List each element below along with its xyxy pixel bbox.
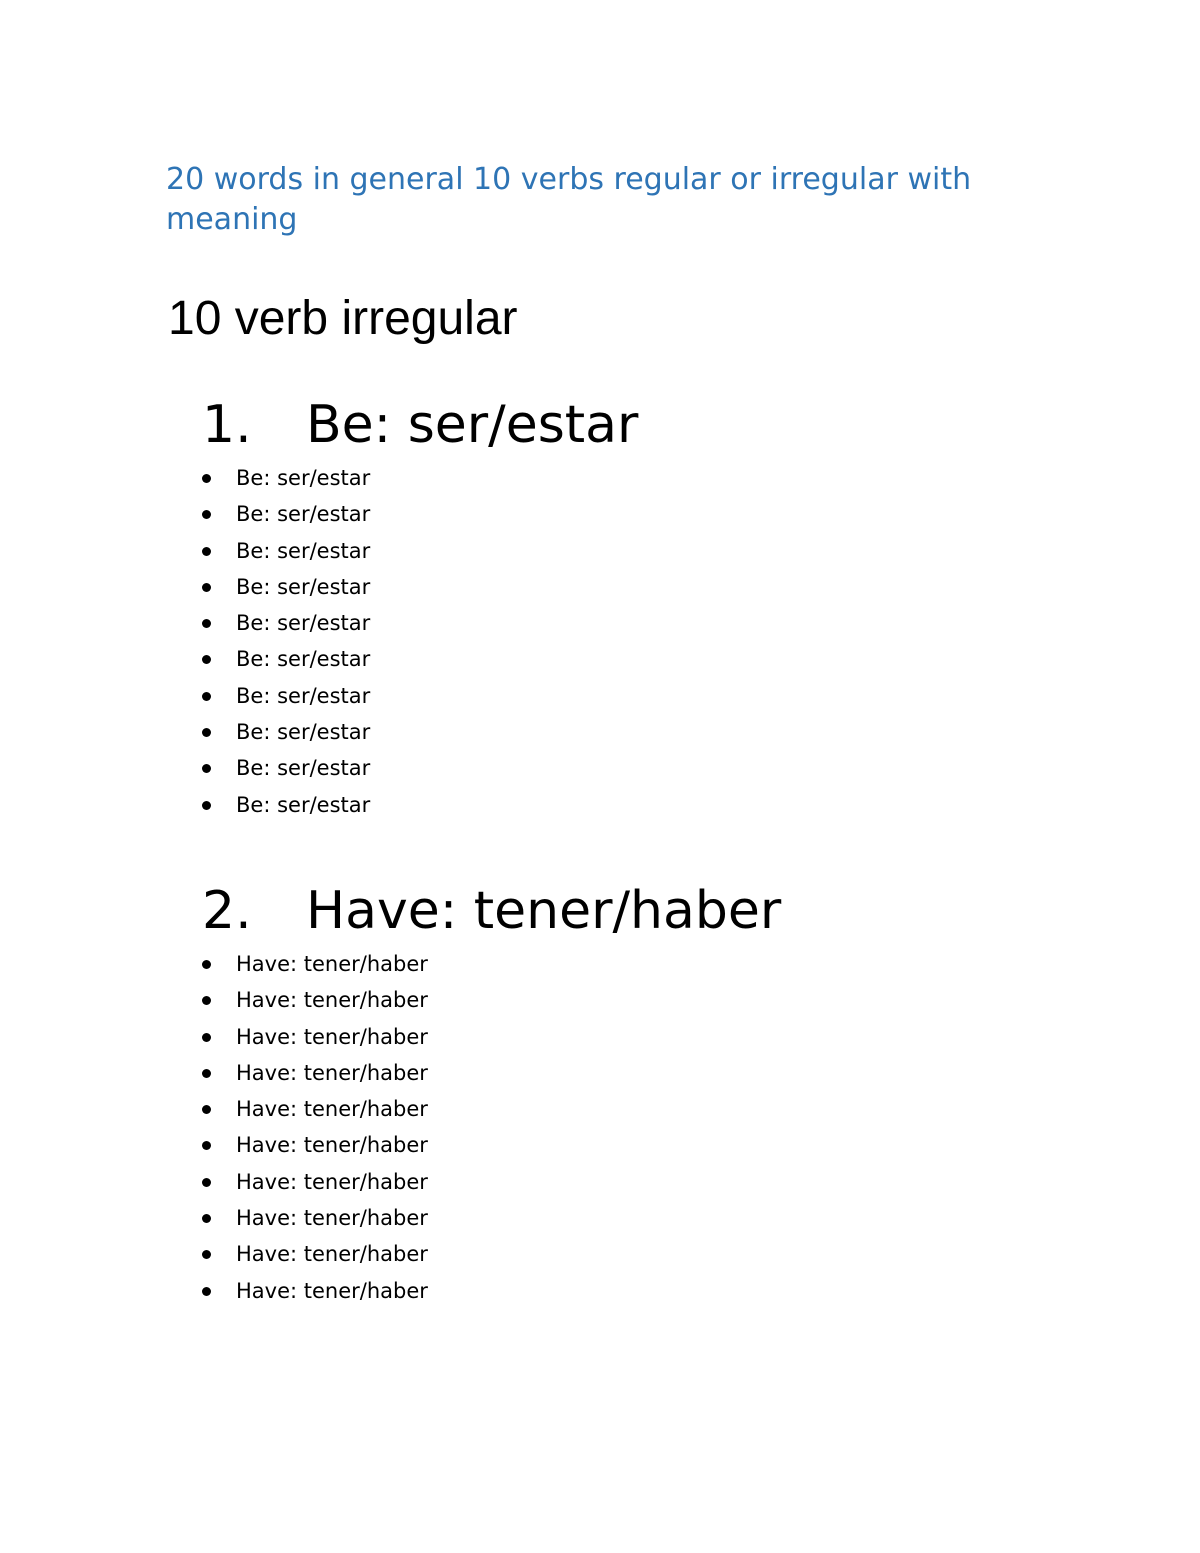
bullet-icon	[202, 764, 211, 773]
verb-list	[168, 946, 1068, 1309]
list-item	[168, 1164, 1068, 1200]
verb-number: 2.	[202, 881, 252, 941]
list-item	[168, 1055, 1068, 1091]
list-item-text: Have: tener/haber	[236, 1097, 428, 1122]
list-item	[168, 605, 1068, 641]
list-item-text: Be: ser/estar	[236, 502, 371, 527]
list-item-text: Be: ser/estar	[236, 720, 371, 745]
list-item	[168, 750, 1068, 786]
bullet-icon	[202, 801, 211, 810]
bullet-icon	[202, 583, 211, 592]
list-item-text: Have: tener/haber	[236, 1278, 428, 1303]
bullet-icon	[202, 510, 211, 519]
list-item-text: Be: ser/estar	[236, 683, 371, 708]
bullet-icon	[202, 1287, 211, 1296]
bullet-icon	[202, 1178, 211, 1187]
list-item-text: Be: ser/estar	[236, 466, 371, 490]
list-item	[168, 641, 1068, 677]
list-item	[168, 1273, 1068, 1309]
bullet-icon	[202, 960, 211, 969]
bullet-icon	[202, 1069, 211, 1078]
list-item	[168, 1091, 1068, 1127]
list-item-text: Be: ser/estar	[236, 756, 371, 781]
verb-number: 1.	[202, 395, 252, 455]
list-item	[168, 678, 1068, 714]
bullet-icon	[202, 655, 211, 664]
list-item	[168, 1127, 1068, 1163]
list-item-text: Be: ser/estar	[236, 647, 371, 672]
bullet-icon	[202, 996, 211, 1005]
bullet-icon	[202, 474, 211, 483]
list-item-text: Have: tener/haber	[236, 952, 428, 976]
list-item-text: Have: tener/haber	[236, 1133, 428, 1158]
list-item	[168, 714, 1068, 750]
list-item	[168, 982, 1068, 1018]
bullet-icon	[202, 1105, 211, 1114]
section-heading: 10 verb irregular	[168, 292, 518, 345]
document-title: 20 words in general 10 verbs regular or irregular with meaning	[166, 162, 972, 237]
list-item-text: Be: ser/estar	[236, 792, 371, 817]
bullet-icon	[202, 692, 211, 701]
list-item-text: Be: ser/estar	[236, 538, 371, 563]
verb-heading	[168, 876, 1068, 946]
list-item	[168, 569, 1068, 605]
list-item	[168, 533, 1068, 569]
list-item-text: Have: tener/haber	[236, 1060, 428, 1085]
list-item	[168, 496, 1068, 532]
verb-section-be	[168, 390, 1068, 823]
list-item-text: Have: tener/haber	[236, 1169, 428, 1194]
verb-heading-text: Be: ser/estar	[306, 395, 639, 455]
list-item-text: Have: tener/haber	[236, 1206, 428, 1231]
list-item	[168, 460, 1068, 496]
bullet-icon	[202, 1214, 211, 1223]
list-item-text: Have: tener/haber	[236, 1242, 428, 1267]
list-item	[168, 1019, 1068, 1055]
list-item	[168, 1236, 1068, 1272]
verb-heading	[168, 390, 1068, 460]
list-item-text: Be: ser/estar	[236, 574, 371, 599]
bullet-icon	[202, 619, 211, 628]
list-item-text: Have: tener/haber	[236, 988, 428, 1013]
list-item-text: Be: ser/estar	[236, 611, 371, 636]
bullet-icon	[202, 547, 211, 556]
bullet-icon	[202, 728, 211, 737]
verb-list	[168, 460, 1068, 823]
verb-heading-text: Have: tener/haber	[306, 881, 782, 941]
list-item	[168, 946, 1068, 982]
bullet-icon	[202, 1141, 211, 1150]
list-item	[168, 1200, 1068, 1236]
verb-section-have	[168, 876, 1068, 1309]
bullet-icon	[202, 1250, 211, 1259]
list-item	[168, 787, 1068, 823]
list-item-text: Have: tener/haber	[236, 1024, 428, 1049]
bullet-icon	[202, 1033, 211, 1042]
